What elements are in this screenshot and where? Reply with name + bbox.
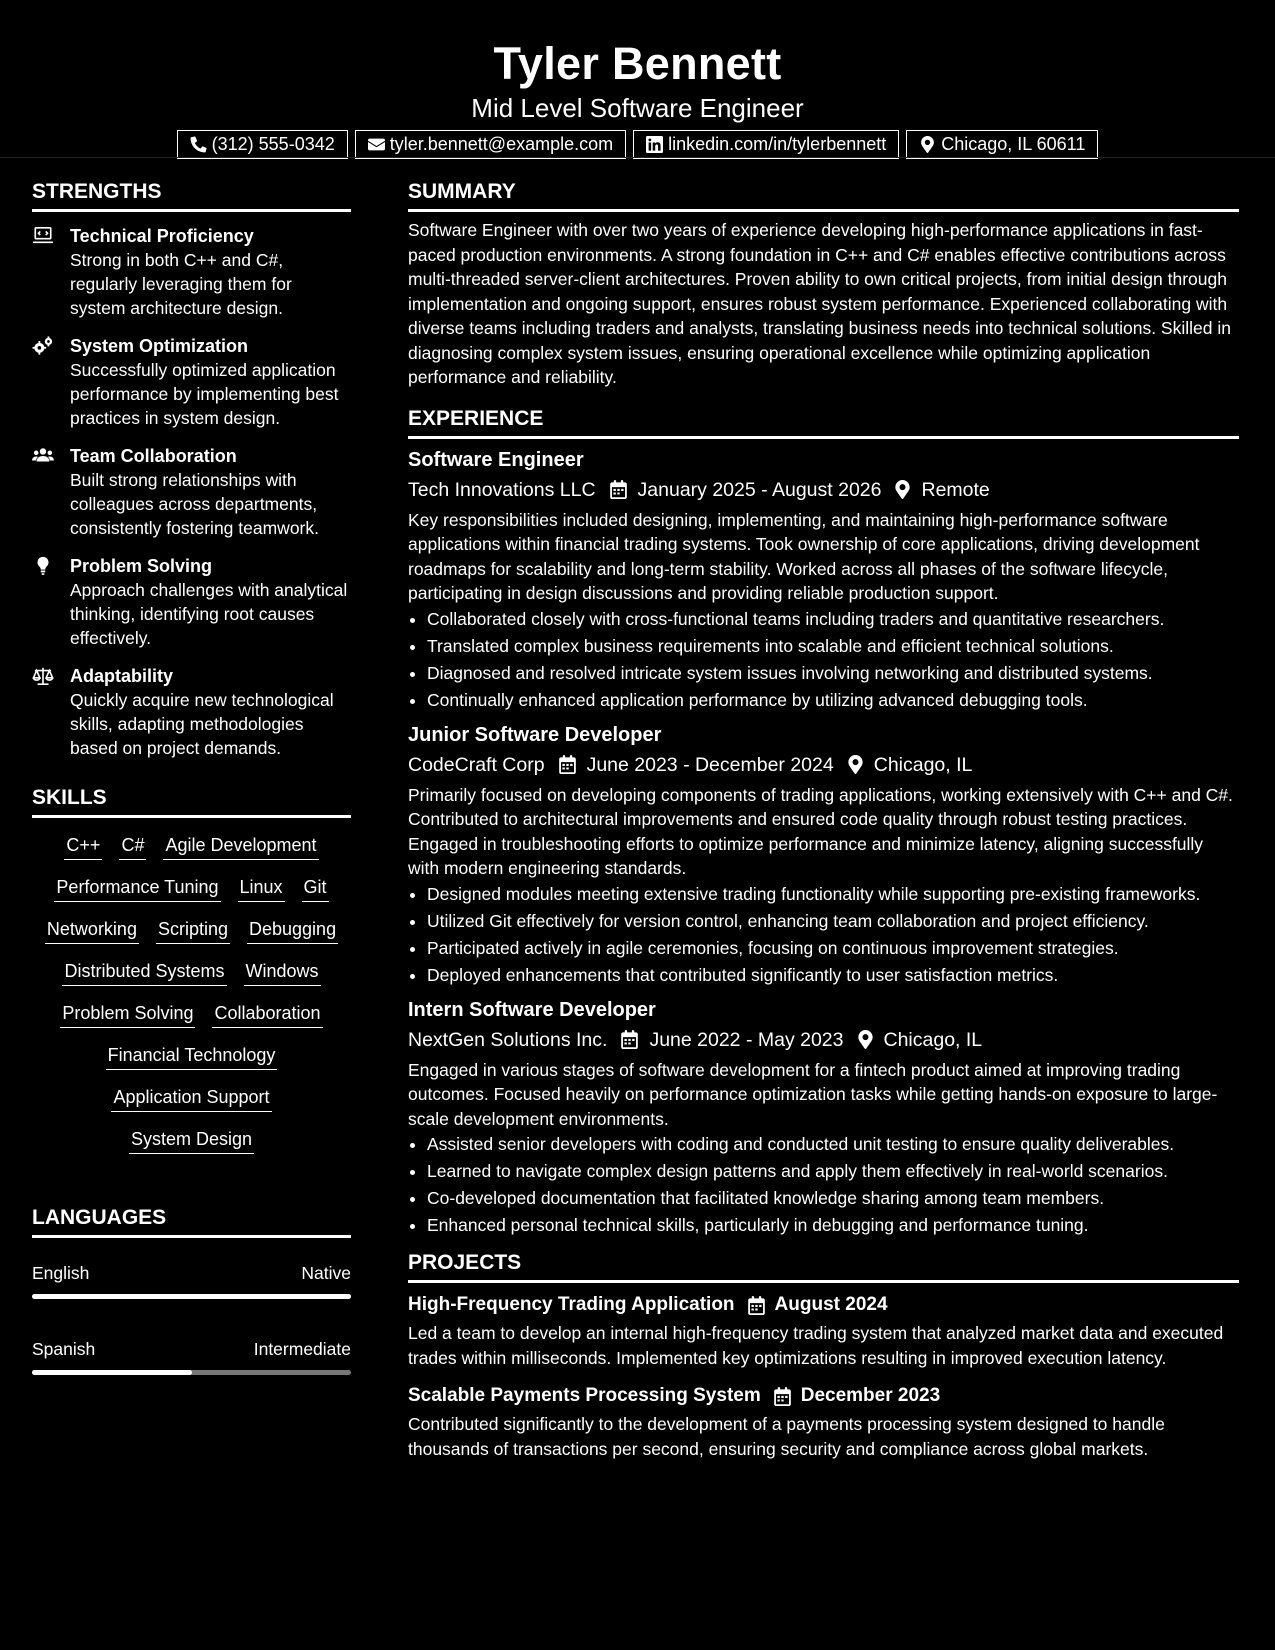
job-description: Engaged in various stages of software development for a fintech product aimed at improving trading outcomes. Focused heavily on performance optimization tasks while getting hands-on exposure to large-scale development environments. — [408, 1059, 1218, 1129]
skill-tag: Performance Tuning — [54, 876, 220, 902]
resume-header — [0, 0, 1275, 159]
gears-icon — [32, 336, 54, 356]
language-level: Intermediate — [253, 1339, 351, 1359]
scale-balanced-icon — [32, 666, 54, 686]
job-company: NextGen Solutions Inc. — [408, 1028, 608, 1051]
job-bullets — [408, 882, 1239, 987]
project-date: December 2023 — [800, 1385, 941, 1406]
candidate-name: Tyler Bennett — [493, 38, 782, 89]
envelope-icon — [368, 136, 385, 153]
skill-tag: Scripting — [156, 918, 230, 944]
job-company: Tech Innovations LLC — [408, 478, 596, 501]
skill-tag: Collaboration — [212, 1002, 322, 1028]
lightbulb-icon — [32, 556, 54, 576]
strength-item — [32, 554, 351, 650]
calendar-icon — [748, 1296, 765, 1315]
languages-heading: LANGUAGES — [32, 1206, 351, 1238]
contact-linkedin[interactable] — [633, 130, 899, 159]
contact-location-text: Chicago, IL 60611 — [941, 134, 1086, 154]
job-bullet: • Translated complex business requirements into scalable and efficient technical solutions. — [427, 634, 1239, 658]
skill-tag: Git — [302, 876, 329, 902]
skill-tag: Linux — [238, 876, 285, 902]
contact-phone[interactable] — [177, 130, 348, 159]
phone-icon — [190, 136, 207, 153]
contact-phone-text: (312) 555-0342 — [211, 134, 335, 154]
skill-tag: Problem Solving — [60, 1002, 195, 1028]
map-pin-icon — [895, 480, 910, 499]
language-item — [32, 1262, 351, 1299]
strengths-heading: STRENGTHS — [32, 180, 351, 212]
calendar-icon — [774, 1387, 791, 1406]
project-date: August 2024 — [774, 1294, 888, 1315]
contact-bar — [0, 130, 1275, 159]
job-dates: June 2023 - December 2024 — [586, 753, 834, 776]
job-meta — [408, 751, 1239, 779]
contact-linkedin-text: linkedin.com/in/tylerbennett — [668, 134, 887, 154]
job-meta — [408, 476, 1239, 504]
job-bullet: • Utilized Git effectively for version control, enhancing team collaboration and project efficiency. — [427, 909, 1239, 933]
language-level: Native — [301, 1263, 351, 1283]
strength-desc: Quickly acquire new technological skills, adapting methodologies based on project demands. — [70, 690, 334, 758]
language-bar-fill — [32, 1294, 351, 1299]
strength-desc: Built strong relationships with colleagues across departments, consistently fostering teamwork. — [70, 470, 319, 538]
skill-tag: Financial Technology — [106, 1044, 278, 1070]
project-entry — [408, 1292, 1239, 1370]
job-location: Chicago, IL — [883, 1028, 983, 1051]
strength-title: Problem Solving — [70, 556, 213, 576]
job-bullet: • Assisted senior developers with coding and conducted unit testing to ensure quality deliverables. — [427, 1132, 1239, 1156]
job-bullets — [408, 1132, 1239, 1237]
language-bar — [32, 1294, 351, 1299]
linkedin-icon — [646, 136, 663, 153]
skill-tag: Distributed Systems — [62, 960, 226, 986]
project-description: Contributed significantly to the development of a payments processing system designed to handle thousands of transactions per second, ensuring security and compliance across global markets. — [408, 1414, 1165, 1459]
job-meta — [408, 1026, 1239, 1054]
contact-email-text: tyler.bennett@example.com — [389, 134, 614, 154]
contact-location[interactable] — [906, 130, 1098, 159]
strength-desc: Approach challenges with analytical thinking, identifying root causes effectively. — [70, 580, 348, 648]
job-bullets — [408, 607, 1239, 712]
job-entry — [408, 997, 1239, 1238]
summary-text: Software Engineer with over two years of experience developing high-performance applications in fast-paced production environments. A strong foundation in C++ and C# enables effective contributions across multi-threaded server-client architectures. Proven ability to own critical projects, from initial design through implementation and ongoing support, ensures robust system performance. Experienced collaborating with diverse teams including traders and analysts, translating business needs into technical solutions. Skilled in diagnosing complex system issues, ensuring operational excellence while optimizing application performance and reliability. — [408, 220, 1231, 387]
project-header — [408, 1383, 1239, 1409]
strength-title: System Optimization — [70, 336, 249, 356]
job-location: Chicago, IL — [873, 753, 973, 776]
language-bar — [32, 1370, 351, 1375]
job-title: Software Engineer — [408, 448, 584, 471]
map-pin-icon — [848, 755, 863, 774]
job-title: Intern Software Developer — [408, 998, 656, 1021]
project-title: High-Frequency Trading Application — [408, 1294, 735, 1315]
skill-tag: Networking — [45, 918, 139, 944]
project-description: Led a team to develop an internal high-frequency trading system that analyzed market data and executed trades within milliseconds. Implemented key optimizations resulting in improved execution latency. — [408, 1323, 1224, 1368]
skill-tag: C++ — [64, 834, 102, 860]
job-bullet: • Co-developed documentation that facilitated knowledge sharing among team members. — [427, 1186, 1239, 1210]
skill-tag: C# — [119, 834, 146, 860]
right-column — [408, 180, 1239, 1461]
language-name: Spanish — [32, 1339, 96, 1359]
language-name: English — [32, 1263, 90, 1283]
calendar-icon — [559, 755, 576, 774]
job-bullet: • Deployed enhancements that contributed significantly to user satisfaction metrics. — [427, 963, 1239, 987]
job-bullet: • Enhanced personal technical skills, particularly in debugging and performance tuning. — [427, 1213, 1239, 1237]
skills-list — [32, 828, 351, 1154]
strength-title: Technical Proficiency — [70, 226, 254, 246]
job-dates: January 2025 - August 2026 — [637, 478, 882, 501]
skill-tag: Application Support — [111, 1086, 271, 1112]
project-header — [408, 1292, 1239, 1318]
strength-desc: Successfully optimized application performance by implementing best practices in system design. — [70, 360, 339, 428]
summary-heading: SUMMARY — [408, 180, 1239, 212]
job-bullet: • Diagnosed and resolved intricate system issues involving networking and distributed systems. — [427, 661, 1239, 685]
job-entry — [408, 722, 1239, 987]
strength-item — [32, 224, 351, 320]
strength-title: Adaptability — [70, 666, 174, 686]
strength-item — [32, 334, 351, 430]
job-bullet: • Collaborated closely with cross-functional teams including traders and quantitative researchers. — [427, 607, 1239, 631]
left-column — [32, 180, 351, 1375]
job-description: Key responsibilities included designing, implementing, and maintaining high-performance software applications within financial trading systems. Took ownership of core applications, driving development roadmaps for scalability and long-term stability. Worked across all phases of the software lifecycle, participating in design discussions and providing reliable production support. — [408, 509, 1200, 603]
job-bullet: • Designed modules meeting extensive trading functionality while supporting pre-existing frameworks. — [427, 882, 1239, 906]
skills-heading: SKILLS — [32, 786, 351, 818]
map-pin-icon — [919, 136, 936, 153]
skill-tag: System Design — [129, 1128, 254, 1154]
project-entry — [408, 1383, 1239, 1461]
skill-tag: Agile Development — [163, 834, 318, 860]
map-pin-icon — [858, 1030, 873, 1049]
projects-heading: PROJECTS — [408, 1251, 1239, 1283]
strength-desc: Strong in both C++ and C#, regularly leveraging them for system architecture design. — [70, 250, 292, 318]
job-bullet: • Continually enhanced application performance by utilizing advanced debugging tools. — [427, 688, 1239, 712]
job-title: Junior Software Developer — [408, 723, 662, 746]
users-icon — [32, 446, 54, 466]
strength-title: Team Collaboration — [70, 446, 237, 466]
job-bullet: • Learned to navigate complex design patterns and apply them effectively in real-world scenarios. — [427, 1159, 1239, 1183]
calendar-icon — [610, 480, 627, 499]
job-bullet: • Participated actively in agile ceremonies, focusing on continuous improvement strategies. — [427, 936, 1239, 960]
laptop-code-icon — [32, 226, 54, 246]
language-bar-fill — [32, 1370, 192, 1375]
header-divider — [0, 157, 1275, 158]
strengths-list — [32, 224, 351, 760]
contact-email[interactable] — [355, 130, 626, 159]
project-title: Scalable Payments Processing System — [408, 1385, 761, 1406]
job-location: Remote — [921, 478, 990, 501]
experience-heading: EXPERIENCE — [408, 407, 1239, 439]
job-company: CodeCraft Corp — [408, 753, 545, 776]
strength-item — [32, 664, 351, 760]
strength-item — [32, 444, 351, 540]
calendar-icon — [621, 1030, 638, 1049]
job-entry — [408, 447, 1239, 712]
job-dates: June 2022 - May 2023 — [649, 1028, 844, 1051]
skill-tag: Windows — [244, 960, 321, 986]
candidate-title: Mid Level Software Engineer — [471, 93, 804, 123]
job-description: Primarily focused on developing components of trading applications, working extensively with C++ and C#. Contributed to architectural improvements and ensured code quality through robust testing practices. Engaged in troubleshooting efforts to optimize performance and minimize latency, aligning successfully with modern engineering standards. — [408, 784, 1233, 878]
skill-tag: Debugging — [247, 918, 338, 944]
language-item — [32, 1338, 351, 1375]
